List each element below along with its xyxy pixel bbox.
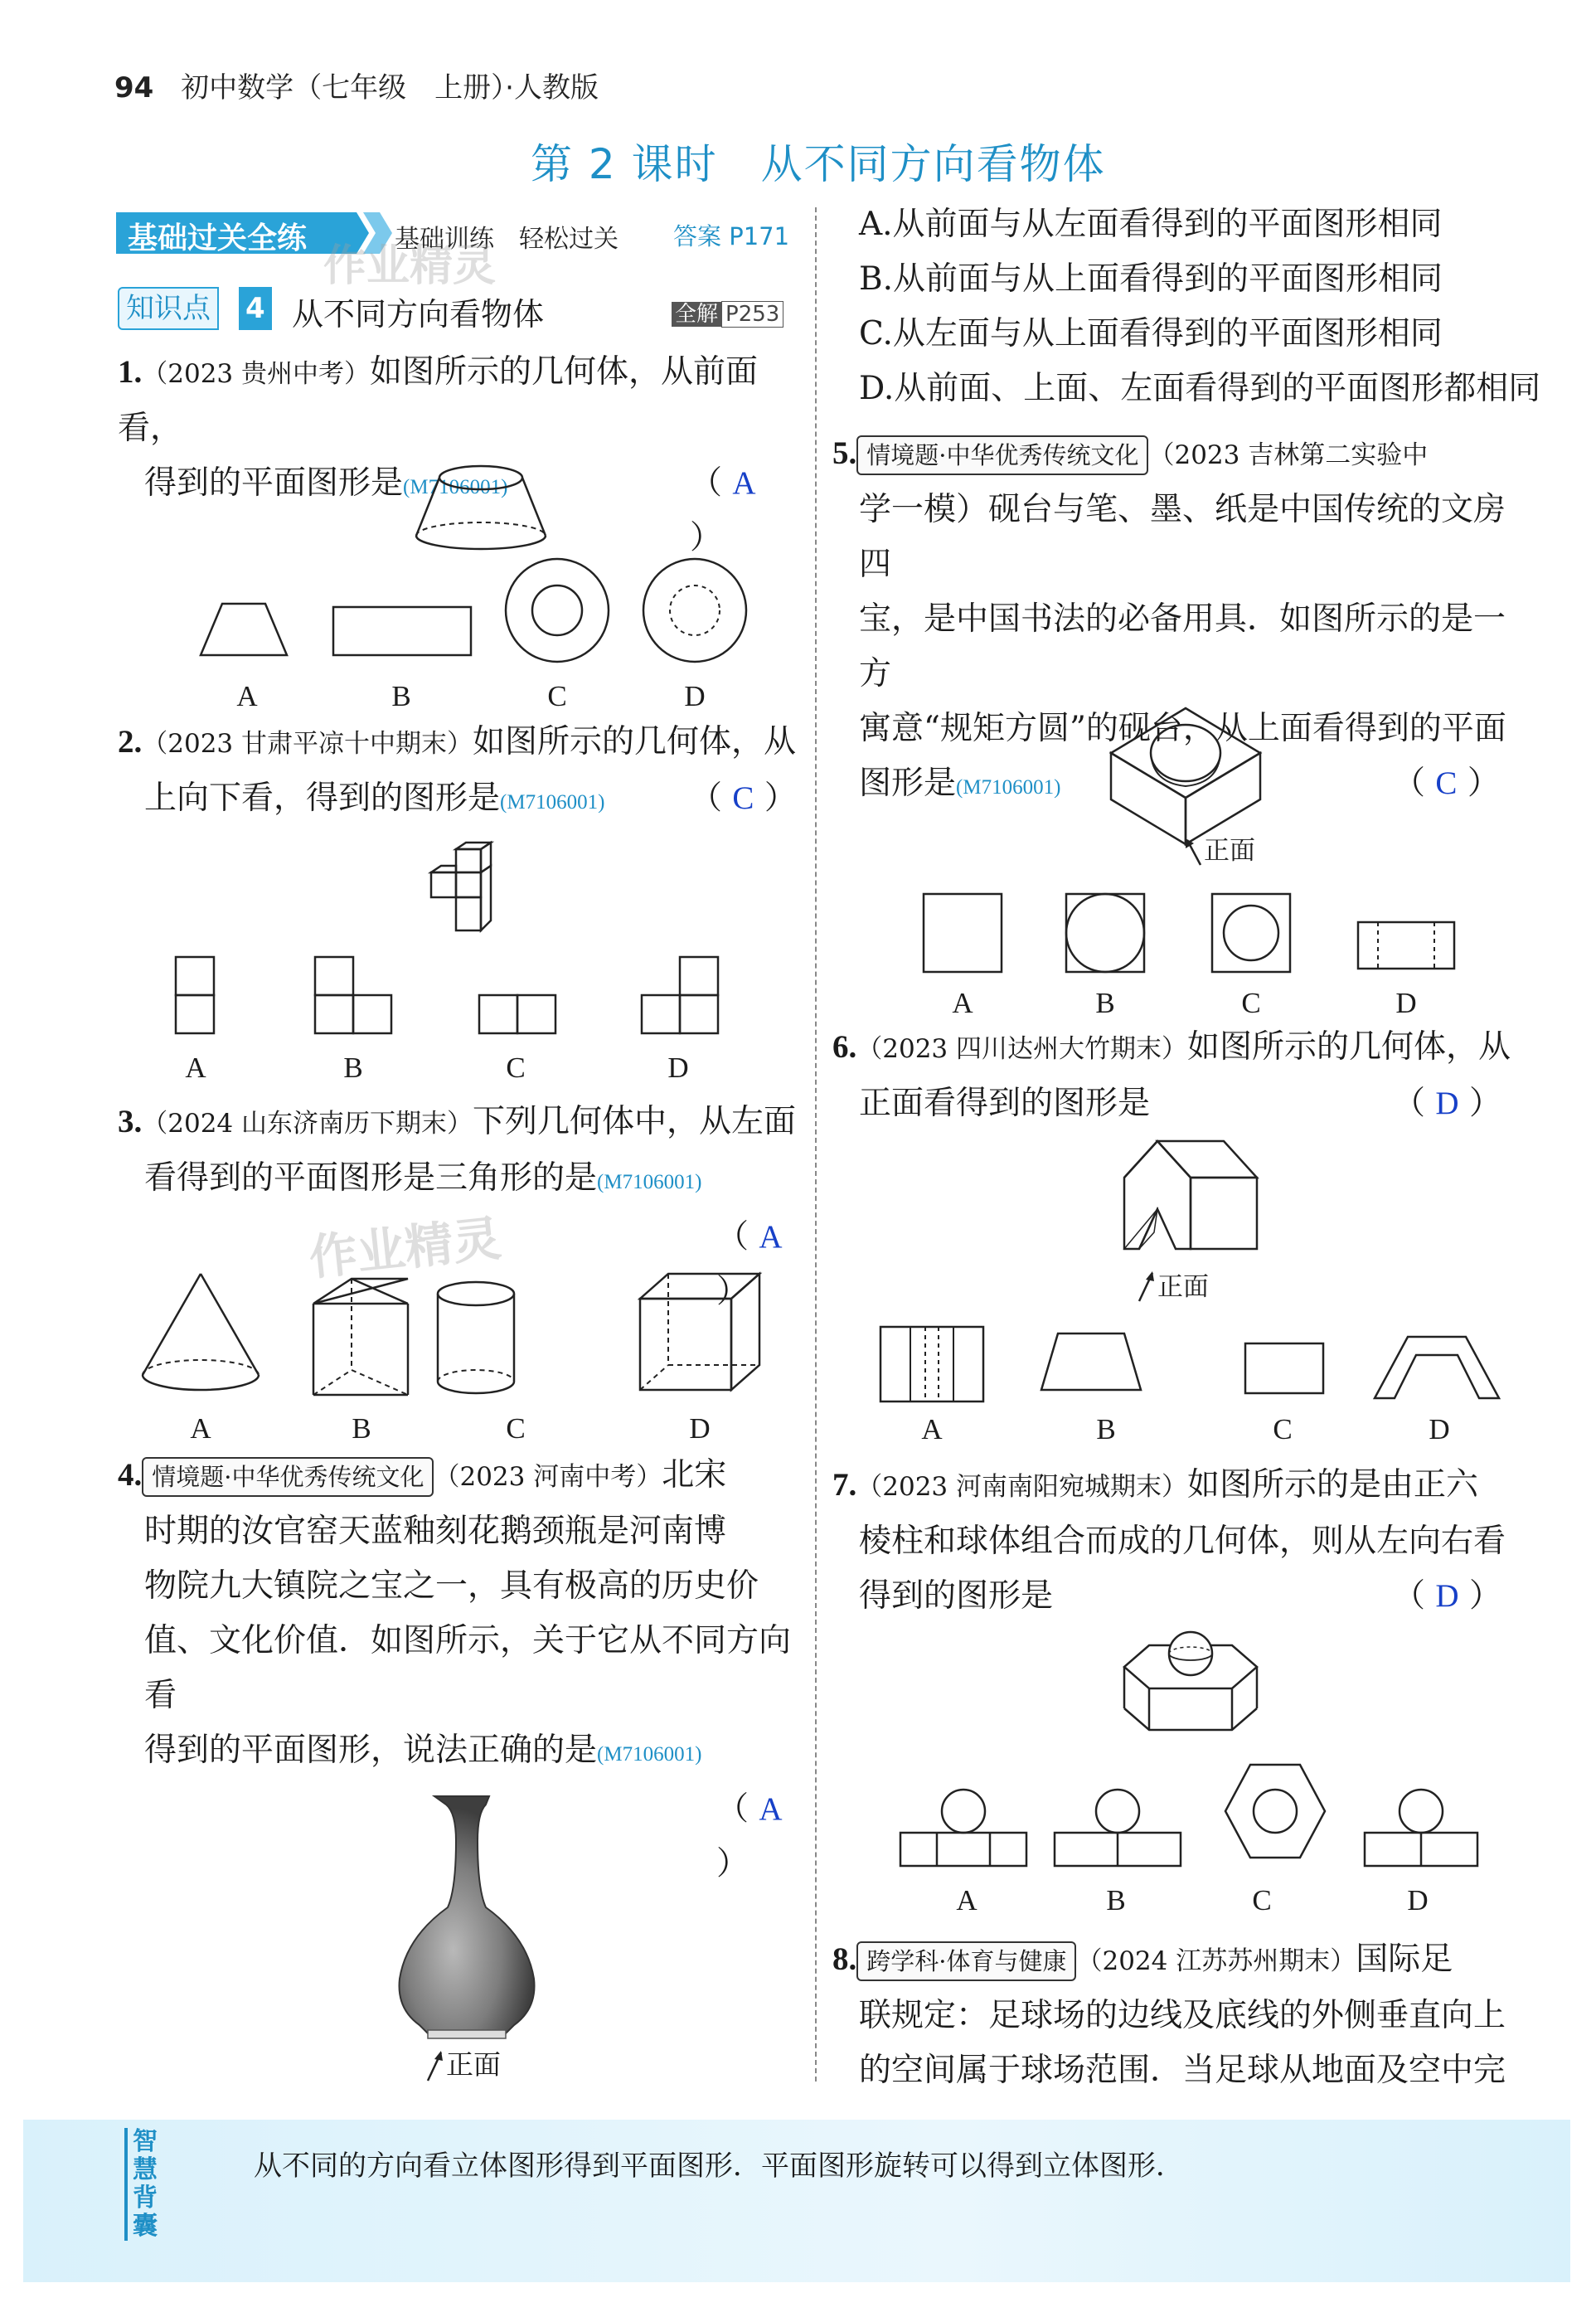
q4-front-label bbox=[424, 2043, 501, 2082]
question-text: 上向下看，得到的图形是 bbox=[144, 780, 501, 817]
option-label: C bbox=[506, 1412, 526, 1445]
question-code: (M7106001) bbox=[956, 776, 1061, 799]
answer: A bbox=[759, 1219, 783, 1255]
full-solution-badge bbox=[672, 297, 783, 328]
q7-solid-figure bbox=[1116, 1625, 1265, 1742]
answer-bracket: （ A ） bbox=[716, 1790, 783, 1882]
question-number: 6. bbox=[832, 1029, 857, 1065]
question-number: 7. bbox=[832, 1467, 857, 1503]
question-text: 如图所示的是由正六 bbox=[1187, 1466, 1479, 1503]
question-text: 联规定：足球场的边线及底线的外侧垂直向上 bbox=[859, 1997, 1506, 2034]
lesson-title: 第 2 课时 从不同方向看物体 bbox=[531, 140, 1106, 188]
front-label-text: 正面 bbox=[1204, 836, 1255, 866]
option-label: A bbox=[185, 1052, 206, 1084]
watermark-1: 作业精灵 bbox=[323, 241, 497, 291]
question-text: 北宋 bbox=[662, 1456, 727, 1494]
question-source: （2023 四川达州大竹期末） bbox=[856, 1034, 1187, 1064]
option-label: B bbox=[391, 680, 411, 712]
question-number: 4. bbox=[118, 1457, 143, 1493]
answer: A bbox=[759, 1791, 783, 1827]
q1-frustum-figure bbox=[406, 464, 555, 556]
answer-bracket: （ C ） bbox=[690, 780, 797, 817]
option-b: B.从前面与从上面看得到的平面图形相同 bbox=[859, 260, 1443, 298]
answer-reference: 答案 P171 bbox=[673, 222, 790, 250]
context-tag: 跨学科·体育与健康 bbox=[856, 1941, 1076, 1981]
question-code: (M7106001) bbox=[403, 476, 508, 498]
question-source: （2023 吉林第二实验中 bbox=[1148, 440, 1429, 470]
question-text: 寓意“规矩方圆”的砚台，从上面看得到的平面 bbox=[859, 710, 1506, 747]
page-number: 94 bbox=[114, 71, 154, 104]
question-number: 8. bbox=[832, 1941, 857, 1977]
question-text: 图形是 bbox=[859, 765, 957, 802]
question-source: （2023 河南南阳宛城期末） bbox=[856, 1472, 1187, 1502]
option-label: B bbox=[343, 1052, 363, 1084]
option-label: B bbox=[1095, 987, 1115, 1019]
q2-cubes-figure bbox=[423, 838, 522, 937]
question-text: 如图所示的几何体，从 bbox=[473, 723, 797, 760]
question-source: （2023 河南中考） bbox=[434, 1462, 662, 1492]
question-8 bbox=[832, 1932, 1545, 2098]
full-solution-page: P253 bbox=[721, 301, 783, 328]
answer-bracket: （ C ） bbox=[1393, 765, 1500, 802]
question-text: 学一模）砚台与笔、墨、纸是中国传统的文房四 bbox=[859, 491, 1506, 583]
column-divider bbox=[815, 207, 817, 2082]
question-2 bbox=[118, 715, 798, 830]
q2-options-figure bbox=[166, 954, 796, 1045]
question-text: 正面看得到的图形是 bbox=[859, 1085, 1151, 1122]
question-text: 得到的图形是 bbox=[859, 1577, 1054, 1615]
question-text: 棱柱和球体组合而成的几何体，则从左向右看 bbox=[859, 1523, 1506, 1560]
question-text: 物院九大镇院之宝之一，具有极高的历史价 bbox=[144, 1567, 759, 1605]
question-source: （2024 山东济南历下期末） bbox=[142, 1109, 473, 1139]
question-code: (M7106001) bbox=[597, 1743, 702, 1766]
arrow-icon bbox=[1182, 837, 1204, 867]
option-label: B bbox=[352, 1412, 371, 1445]
option-label: A bbox=[952, 987, 973, 1019]
answer: D bbox=[1435, 1578, 1459, 1614]
answer: D bbox=[1435, 1086, 1459, 1121]
q6-solid-figure bbox=[1108, 1136, 1273, 1261]
knowledge-point-number: 4 bbox=[239, 287, 272, 330]
option-label: A bbox=[956, 1884, 977, 1916]
option-label: C bbox=[1241, 987, 1261, 1019]
answer: C bbox=[732, 780, 754, 816]
q6-options-figure bbox=[871, 1319, 1542, 1410]
question-number: 5. bbox=[832, 435, 857, 471]
answer-bracket: （ A ） bbox=[690, 464, 756, 556]
answer-bracket: （ A ） bbox=[716, 1218, 783, 1310]
option-d: D.从前面、上面、左面看得到的平面图形都相同 bbox=[859, 370, 1541, 407]
context-tag: 情境题·中华优秀传统文化 bbox=[856, 435, 1148, 475]
q6-front-label bbox=[1136, 1265, 1209, 1303]
question-text: 下列几何体中，从左面 bbox=[473, 1103, 797, 1140]
watermark-2: 作业精灵 bbox=[306, 1210, 504, 1286]
option-label: D bbox=[689, 1412, 711, 1445]
option-c: C.从左面与从上面看得到的平面图形相同 bbox=[859, 315, 1443, 352]
q4-vase-figure bbox=[381, 1791, 564, 2048]
option-label: D bbox=[667, 1052, 689, 1084]
option-label: A bbox=[190, 1412, 211, 1445]
full-solution-label: 全解 bbox=[672, 302, 721, 327]
context-tag: 情境题·中华优秀传统文化 bbox=[142, 1457, 434, 1497]
section-title: 基础过关全练 bbox=[128, 221, 308, 255]
question-7 bbox=[832, 1458, 1529, 1624]
option-label: D bbox=[1407, 1884, 1429, 1916]
question-code: (M7106001) bbox=[500, 791, 605, 814]
option-label: A bbox=[236, 680, 258, 712]
question-text: 国际足 bbox=[1356, 1941, 1453, 1978]
question-text: 得到的平面图形是 bbox=[144, 464, 404, 502]
option-label: A bbox=[921, 1413, 943, 1445]
option-label: C bbox=[1273, 1413, 1293, 1445]
q5-front-label bbox=[1182, 829, 1255, 867]
page-header bbox=[114, 65, 599, 105]
question-number: 3. bbox=[118, 1104, 143, 1139]
question-source: （2023 贵州中考） bbox=[142, 359, 370, 389]
question-text: 时期的汝官窑天蓝釉刻花鹅颈瓶是河南博 bbox=[144, 1513, 727, 1550]
question-source: （2024 江苏苏州期末） bbox=[1076, 1946, 1356, 1976]
option-label: B bbox=[1096, 1413, 1116, 1445]
front-label-text: 正面 bbox=[446, 2048, 501, 2081]
question-number: 2. bbox=[118, 724, 143, 760]
question-text: 得到的平面图形，说法正确的是 bbox=[144, 1732, 598, 1769]
arrow-icon bbox=[1136, 1270, 1157, 1303]
question-code: (M7106001) bbox=[597, 1171, 702, 1193]
question-text: 宝，是中国书法的必备用具．如图所示的是一方 bbox=[859, 600, 1506, 692]
book-title: 初中数学（七年级 上册）·人教版 bbox=[181, 71, 599, 104]
question-text: 值、文化价值．如图所示，关于它从不同方向看 bbox=[144, 1622, 792, 1714]
question-number: 1. bbox=[118, 354, 143, 390]
footer-tip-text: 从不同的方向看立体图形得到平面图形．平面图形旋转可以得到立体图形． bbox=[254, 2150, 1184, 2183]
option-label: C bbox=[506, 1052, 526, 1084]
footer-side-label: 智慧背囊 bbox=[124, 2128, 166, 2241]
option-label: C bbox=[1252, 1884, 1272, 1916]
answer: C bbox=[1435, 765, 1458, 801]
question-4 bbox=[118, 1448, 798, 1882]
question-6 bbox=[832, 1020, 1529, 1131]
option-label: D bbox=[684, 680, 706, 712]
knowledge-point-header bbox=[118, 287, 798, 333]
answer-bracket: （ D ） bbox=[1393, 1085, 1501, 1122]
option-a: A.从前面与从左面看得到的平面图形相同 bbox=[859, 206, 1443, 243]
arrow-icon bbox=[424, 2049, 446, 2082]
q5-options-figure bbox=[912, 887, 1542, 979]
question-3 bbox=[118, 1095, 798, 1310]
option-label: D bbox=[1395, 987, 1417, 1019]
question-text: 如图所示的几何体，从 bbox=[1187, 1028, 1511, 1066]
q3-options-figure bbox=[133, 1269, 796, 1401]
q4-options bbox=[859, 197, 1547, 416]
option-label: C bbox=[547, 680, 567, 712]
question-text: 看得到的平面图形是三角形的是 bbox=[144, 1159, 598, 1197]
answer-bracket: （ D ） bbox=[1393, 1577, 1501, 1615]
knowledge-point-label: 知识点 bbox=[118, 287, 219, 330]
front-label-text: 正面 bbox=[1157, 1272, 1209, 1302]
option-label: B bbox=[1106, 1884, 1126, 1916]
knowledge-point-title: 从不同方向看物体 bbox=[292, 296, 545, 333]
question-text: 如图所示的几何体，从前面看， bbox=[118, 353, 759, 447]
answer: A bbox=[732, 465, 756, 501]
option-label: D bbox=[1429, 1413, 1450, 1445]
q7-options-figure bbox=[887, 1761, 1542, 1878]
section-subtitle: 基础训练 轻松过关 bbox=[395, 225, 619, 254]
question-source: （2023 甘肃平凉十中期末） bbox=[142, 729, 473, 759]
question-text: 的空间属于球场范围．当足球从地面及空中完 bbox=[859, 2052, 1506, 2089]
q1-options-figure bbox=[182, 554, 796, 678]
